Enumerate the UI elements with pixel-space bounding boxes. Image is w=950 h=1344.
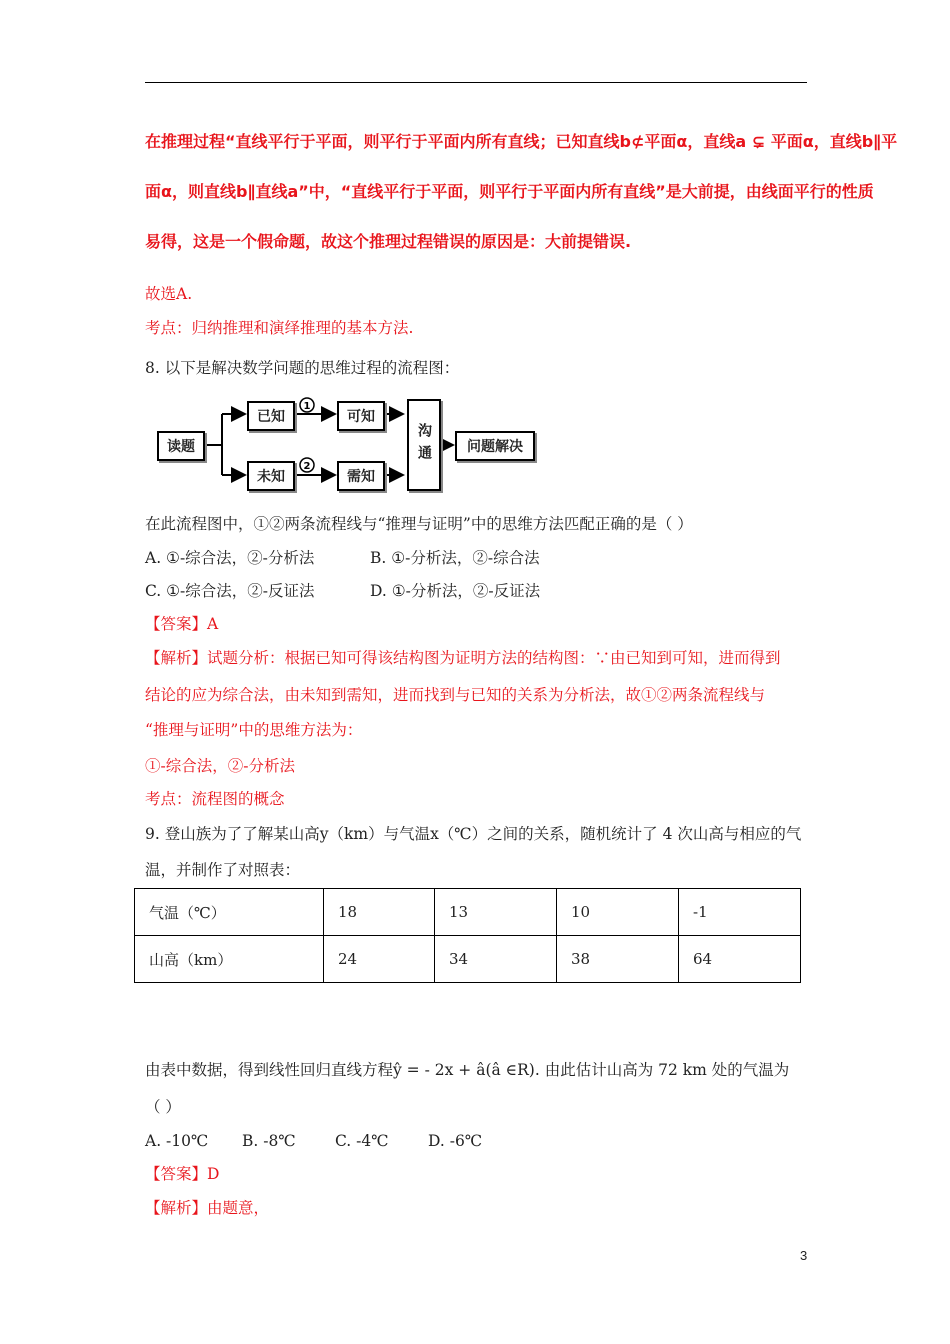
data-table (134, 888, 801, 983)
header-rule (145, 82, 807, 83)
q8-option-d: D. ①-分析法，②-反证法 (370, 582, 541, 600)
table-cell: 34 (435, 936, 557, 983)
para7-line2: 面α，则直线b∥直线a”中，“直线平行于平面，则平行于平面内所有直线”是大前提，由线面平行的性质 (145, 182, 874, 201)
table-cell: 10 (557, 889, 679, 936)
q8-kaodian: 考点：流程图的概念 (145, 790, 285, 808)
table-cell: 18 (324, 889, 435, 936)
q9-analysis: 【解析】由题意， (145, 1199, 270, 1217)
q9-stem-line2: 温，并制作了对照表： (145, 861, 301, 879)
mark-1: 1 (303, 401, 311, 412)
q8-question: 在此流程图中，①②两条流程线与“推理与证明”中的思维方法匹配正确的是（ ） (145, 515, 693, 533)
para7-line3: 易得，这是一个假命题，故这个推理过程错误的原因是：大前提错误. (145, 232, 632, 251)
q8-analysis-line3: “推理与证明”中的思维方法为： (145, 721, 363, 739)
flowchart (155, 397, 535, 493)
q8-analysis-line4: ①-综合法，②-分析法 (145, 757, 295, 775)
table-cell: 13 (435, 889, 557, 936)
table-cell: 气温（℃） (135, 889, 324, 936)
table-cell: 24 (324, 936, 435, 983)
box-connect: 沟通 (407, 399, 441, 491)
q8-options-row2 (145, 581, 540, 601)
q9-option-b: B. -8℃ (242, 1132, 296, 1150)
q9-stem-line1: 9. 登山族为了了解某山高y（km）与气温x（℃）之间的关系，随机统计了 4 次山高与相应的气 (145, 825, 802, 843)
kaodian-7: 考点：归纳推理和演绎推理的基本方法. (145, 319, 414, 337)
table-cell: -1 (679, 889, 801, 936)
q8-stem: 8. 以下是解决数学问题的思维过程的流程图： (145, 359, 460, 377)
q8-option-a: A. ①-综合法，②-分析法 (145, 549, 315, 567)
q8-option-b: B. ①-分析法，②-综合法 (370, 549, 540, 567)
table-cell: 38 (557, 936, 679, 983)
para7-line1: 在推理过程“直线平行于平面，则平行于平面内所有直线；已知直线b⊄平面α，直线a ⊊ 平面α，直线b∥平 (145, 132, 898, 151)
q9-option-c: C. -4℃ (335, 1132, 389, 1150)
q9-answer: 【答案】D (145, 1165, 220, 1183)
table-row (135, 889, 801, 936)
box-known: 已知 (247, 401, 295, 431)
box-need-know: 需知 (337, 461, 385, 491)
q8-options-row1 (145, 548, 540, 568)
q9-equation-line: 由表中数据，得到线性回归直线方程ŷ = - 2x + â(â ∈R). 由此估计山高为 72 km 处的气温为 (145, 1061, 790, 1079)
table-cell: 64 (679, 936, 801, 983)
q8-answer: 【答案】A (145, 615, 219, 633)
q8-option-c: C. ①-综合法，②-反证法 (145, 582, 315, 600)
q8-analysis-line2: 结论的应为综合法，由未知到需知，进而找到与已知的关系为分析法，故①②两条流程线与 (145, 686, 766, 704)
box-can-know: 可知 (337, 401, 385, 431)
box-unknown: 未知 (247, 461, 295, 491)
table-row (135, 936, 801, 983)
page-number: 3 (800, 1248, 808, 1263)
q9-option-d: D. -6℃ (428, 1132, 483, 1150)
q9-option-a: A. -10℃ (145, 1132, 209, 1150)
choose-answer: 故选A. (145, 285, 193, 303)
mark-2: 2 (303, 461, 311, 472)
q9-blank: （ ） (145, 1098, 181, 1116)
box-solve: 问题解决 (455, 431, 535, 461)
q8-analysis-line1: 【解析】试题分析：根据已知可得该结构图为证明方法的结构图：∵由已知到可知，进而得到 (145, 649, 781, 667)
q9-options (145, 1131, 482, 1151)
box-read-question: 读题 (157, 431, 205, 461)
table-cell: 山高（km） (135, 936, 324, 983)
